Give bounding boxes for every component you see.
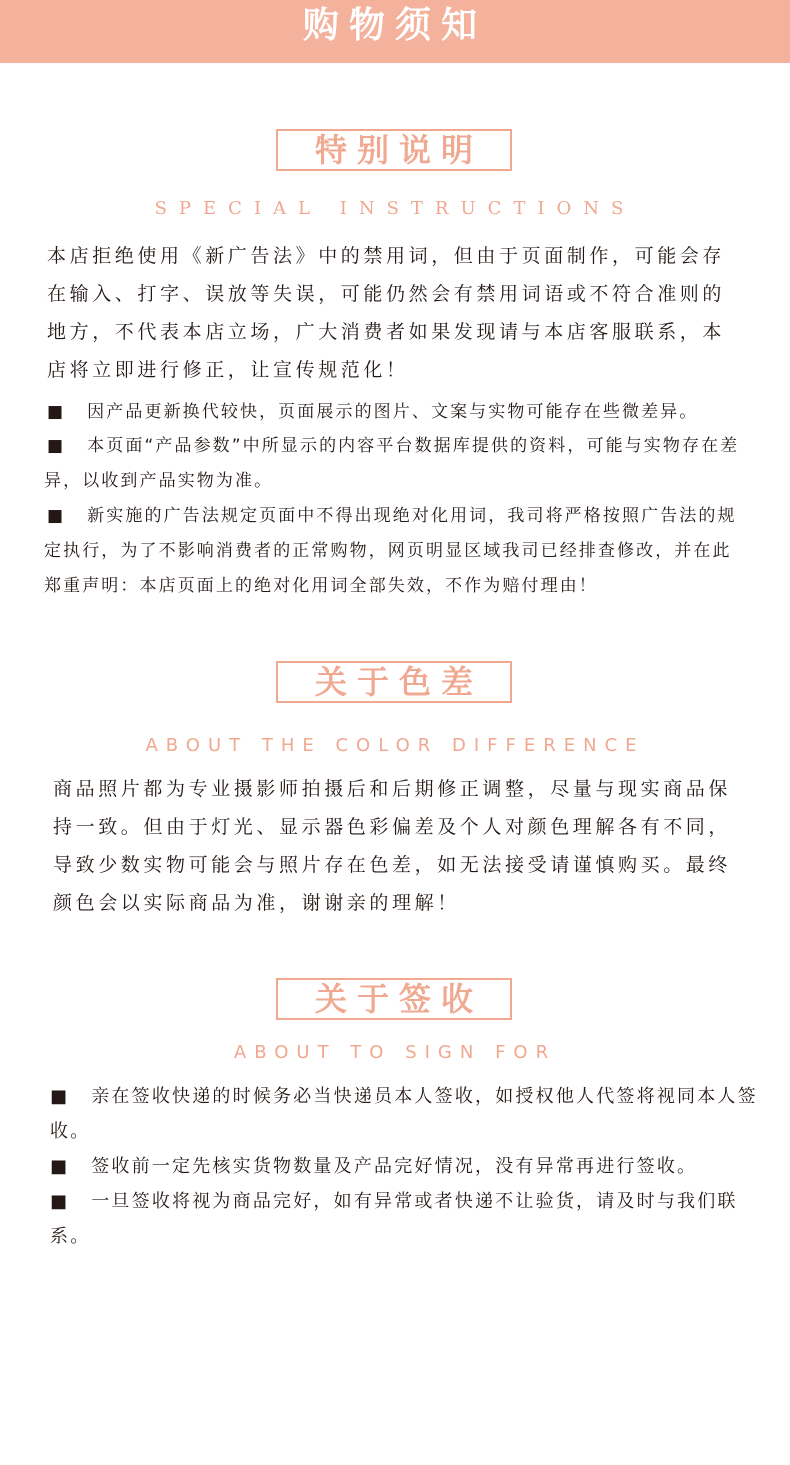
special-bullet-1: ■ 因产品更新换代较快，页面展示的图片、文案与实物可能存在些微差异。 <box>47 395 747 430</box>
special-instructions-subtitle: SPECIAL INSTRUCTIONS <box>154 198 636 219</box>
bullet-square-icon: ■ <box>47 436 66 456</box>
special-bullet-3: ■ 新实施的广告法规定页面中不得出现绝对化用词，我司将严格按照广告法的规定执行，为了不影响消费者的正常购物，网页明显区域我司已经排查修改，并在此郑重声明：本店页面上的绝对化用词全部失效，不作为赔付理由！ <box>44 499 748 604</box>
special-intro-paragraph: 本店拒绝使用《新广告法》中的禁用词，但由于页面制作，可能会存在输入、打字、误放等失误，可能仍然会有禁用词语或不符合准则的地方，不代表本店立场，广大消费者如果发现请与本店客服联系，本店将立即进行修正，让宣传规范化！ <box>47 245 726 381</box>
bullet-square-icon: ■ <box>50 1086 70 1107</box>
page-header-banner: 购物须知 <box>0 0 790 63</box>
special-bullet-2: ■ 本页面“产品参数”中所显示的内容平台数据库提供的资料，可能与实物存在差异，以收到产品实物为准。 <box>44 429 748 499</box>
special-instructions-title: 特别说明 <box>276 129 512 171</box>
color-difference-title: 关于色差 <box>276 661 512 703</box>
bullet-square-icon: ■ <box>50 1191 70 1212</box>
sign-for-title: 关于签收 <box>276 978 512 1020</box>
sign-bullet-1: ■ 亲在签收快递的时候务必当快递员本人签收，如授权他人代签将视同本人签收。 <box>50 1079 758 1149</box>
color-difference-paragraph: 商品照片都为专业摄影师拍摄后和后期修正调整，尽量与现实商品保持一致。但由于灯光、显示器色彩偏差及个人对颜色理解各有不同，导致少数实物可能会与照片存在色差，如无法接受请谨慎购买。最终颜色会以实际商品为准，谢谢亲的理解！ <box>53 778 732 914</box>
sign-bullet-2: ■ 签收前一定先核实货物数量及产品完好情况，没有异常再进行签收。 <box>50 1149 758 1184</box>
bullet-square-icon: ■ <box>50 1156 70 1177</box>
sign-for-subtitle: ABOUT TO SIGN FOR <box>233 1042 557 1063</box>
bullet-square-icon: ■ <box>47 506 66 526</box>
bullet-square-icon: ■ <box>47 402 66 422</box>
sign-bullet-3: ■ 一旦签收将视为商品完好，如有异常或者快递不让验货，请及时与我们联系。 <box>50 1184 758 1254</box>
color-difference-subtitle: ABOUT THE COLOR DIFFERENCE <box>145 735 645 756</box>
